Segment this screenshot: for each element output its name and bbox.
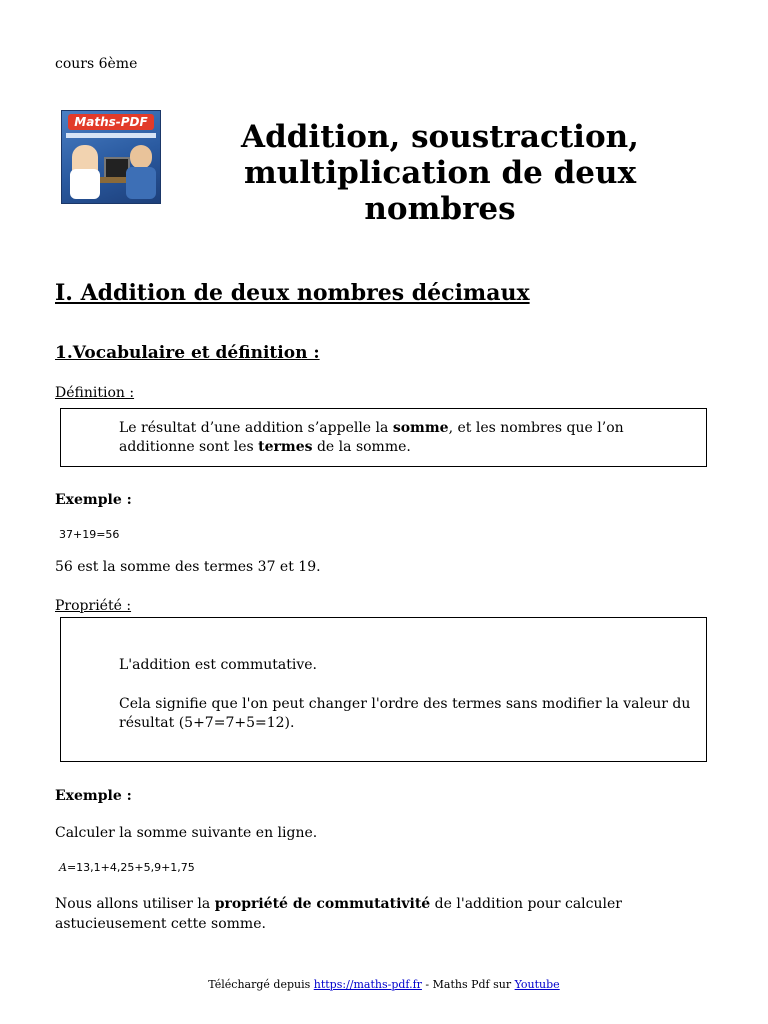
logo-shirt-left (70, 169, 100, 199)
example-expression (59, 861, 195, 874)
example-instruction: Calculer la somme suivante en ligne. (55, 825, 318, 841)
logo-shirt-right (126, 167, 156, 199)
example-explanation (55, 894, 655, 934)
title-line-2: multiplication de deux nombres (243, 155, 637, 227)
document-title (170, 119, 710, 227)
title-line-1: Addition, soustraction, (241, 119, 639, 155)
definition-label: Définition : (55, 385, 135, 401)
property-label: Propriété : (55, 598, 132, 614)
logo-badge (68, 114, 154, 130)
example-sentence: 56 est la somme des termes 37 et 19. (55, 559, 321, 575)
page-footer (0, 978, 768, 991)
definition-box (60, 408, 707, 467)
logo-strip (66, 133, 156, 138)
maths-pdf-link[interactable]: https://maths-pdf.fr (313, 978, 422, 991)
property-box (60, 617, 707, 762)
expression-terms: =13,1+4,25+5,9+1,75 (66, 861, 195, 874)
course-level: cours 6ème (55, 56, 138, 72)
maths-pdf-logo (61, 110, 161, 204)
variable-a: A (59, 861, 67, 874)
footer-text: Téléchargé depuis (208, 978, 314, 991)
footer-text: - Maths Pdf sur (421, 978, 515, 991)
logo-person-right (130, 145, 152, 169)
term-termes: termes (258, 439, 313, 455)
subsection-heading: 1.Vocabulaire et définition : (55, 343, 320, 363)
commutativity-term: propriété de commutativité (214, 896, 431, 912)
example-label: Exemple : (55, 492, 132, 508)
logo-text: Maths-PDF (74, 115, 148, 129)
example-equation: 37+19=56 (59, 528, 120, 541)
explanation-part: de l'addition pour calculer astucieusement cette somme. (55, 896, 622, 932)
definition-text-part: , et les nombres que l’on additionne sont les (119, 420, 624, 455)
example-label: Exemple : (55, 788, 132, 804)
definition-text-part: Le résultat d’une addition s’appelle la (119, 420, 393, 436)
section-heading: I. Addition de deux nombres décimaux (55, 280, 530, 306)
youtube-link[interactable]: Youtube (514, 978, 560, 991)
property-statement: L'addition est commutative. (119, 657, 317, 673)
property-explanation: Cela signifie que l'on peut changer l'ordre des termes sans modifier la valeur du résultat (5+7=7+5=12). (119, 696, 691, 731)
explanation-part: Nous allons utiliser la (55, 896, 215, 912)
definition-text-part: de la somme. (312, 439, 411, 455)
term-somme: somme (392, 420, 449, 436)
definition-text (119, 419, 694, 457)
